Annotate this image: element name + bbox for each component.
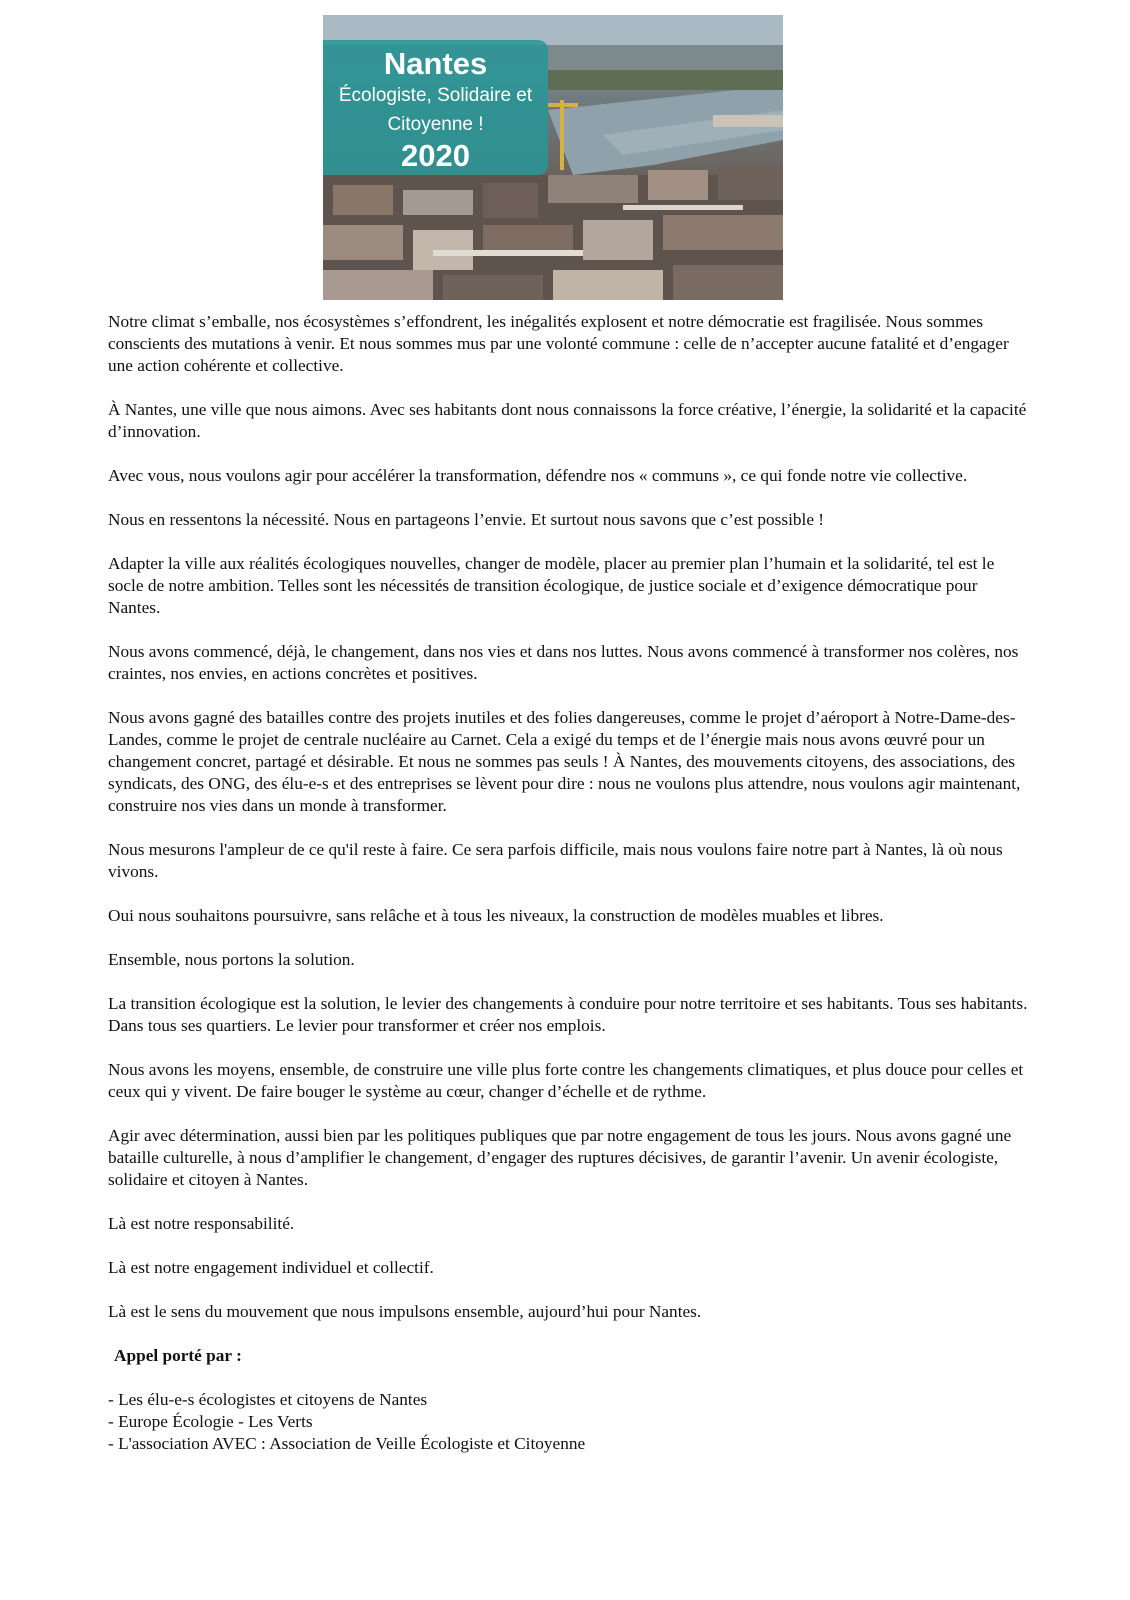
banner-year: 2020 bbox=[401, 138, 470, 173]
paragraph: Ensemble, nous portons la solution. bbox=[108, 950, 355, 969]
paragraph: Notre climat s’emballe, nos écosystèmes s’effondrent, les inégalités explosent et notre démocratie est fragilisée. Nous sommes conscients des mutations à venir. Et nous sommes mus par une volonté commune : celle de n’accepter aucune fatalité et d’engager une action cohérente et collective. bbox=[108, 312, 1009, 375]
banner-subtitle: Écologiste, Solidaire et Citoyenne ! bbox=[338, 85, 533, 135]
signer-item: - Les élu-e-s écologistes et citoyens de Nantes bbox=[108, 1390, 428, 1409]
signers-list bbox=[108, 1389, 1028, 1455]
paragraph: Oui nous souhaitons poursuivre, sans relâche et à tous les niveaux, la construction de modèles muables et libres. bbox=[108, 906, 884, 925]
paragraph: Nous en ressentons la nécessité. Nous en partageons l’envie. Et surtout nous savons que c’est possible ! bbox=[108, 510, 825, 529]
paragraph: Nous avons gagné des batailles contre des projets inutiles et des folies dangereuses, comme le projet d’aéroport à Notre-Dame-des-Landes, comme le projet de centrale nucléaire au Carnet. Cela a exigé du temps et de l’énergie mais nous avons œuvré pour un changement concret, partagé et désirable. Et nous ne sommes pas seuls ! À Nantes, des mouvements citoyens, des associations, des syndicats, des ONG, des élu-e-s et des entreprises se lèvent pour dire : nous ne voulons plus attendre, nous voulons agir maintenant, construire nos vies dans un monde à transformer. bbox=[108, 708, 1021, 815]
paragraph: Là est notre engagement individuel et collectif. bbox=[108, 1258, 434, 1277]
appeal-heading: Appel porté par : bbox=[114, 1346, 242, 1365]
signer-item: - Europe Écologie - Les Verts bbox=[108, 1412, 313, 1431]
banner-city: Nantes bbox=[383, 46, 488, 81]
title-banner bbox=[323, 40, 548, 175]
paragraph: Adapter la ville aux réalités écologiques nouvelles, changer de modèle, placer au premier plan l’humain et la solidarité, tel est le socle de notre ambition. Telles sont les nécessités de transition écologique, de justice sociale et d’exigence démocratique pour Nantes. bbox=[108, 554, 995, 617]
header-photo bbox=[323, 15, 783, 300]
paragraph: Nous avons commencé, déjà, le changement, dans nos vies et dans nos luttes. Nous avons commencé à transformer nos colères, nos craintes, nos envies, en actions concrètes et positives. bbox=[108, 642, 1019, 683]
paragraph: Là est notre responsabilité. bbox=[108, 1214, 295, 1233]
paragraph: Là est le sens du mouvement que nous impulsons ensemble, aujourd’hui pour Nantes. bbox=[108, 1302, 702, 1321]
paragraph: Nous mesurons l'ampleur de ce qu'il reste à faire. Ce sera parfois difficile, mais nous voulons faire notre part à Nantes, là où nous vivons. bbox=[108, 840, 1003, 881]
paragraph: Agir avec détermination, aussi bien par les politiques publiques que par notre engagement de tous les jours. Nous avons gagné une bataille culturelle, à nous d’amplifier le changement, d’engager des ruptures décisives, de garantir l’avenir. Un avenir écologiste, solidaire et citoyen à Nantes. bbox=[108, 1126, 1012, 1189]
paragraph: À Nantes, une ville que nous aimons. Avec ses habitants dont nous connaissons la force créative, l’énergie, la solidarité et la capacité d’innovation. bbox=[108, 400, 1027, 441]
signer-item: - L'association AVEC : Association de Veille Écologiste et Citoyenne bbox=[108, 1434, 586, 1453]
paragraph: Nous avons les moyens, ensemble, de construire une ville plus forte contre les changements climatiques, et plus douce pour celles et ceux qui y vivent. De faire bouger le système au cœur, changer d’échelle et de rythme. bbox=[108, 1060, 1024, 1101]
paragraph: Avec vous, nous voulons agir pour accélérer la transformation, défendre nos « communs », ce qui fonde notre vie collective. bbox=[108, 466, 968, 485]
body-text bbox=[108, 311, 1028, 1455]
paragraph: La transition écologique est la solution, le levier des changements à conduire pour notre territoire et ses habitants. Tous ses habitants. Dans tous ses quartiers. Le levier pour transformer et créer nos emplois. bbox=[108, 994, 1028, 1035]
